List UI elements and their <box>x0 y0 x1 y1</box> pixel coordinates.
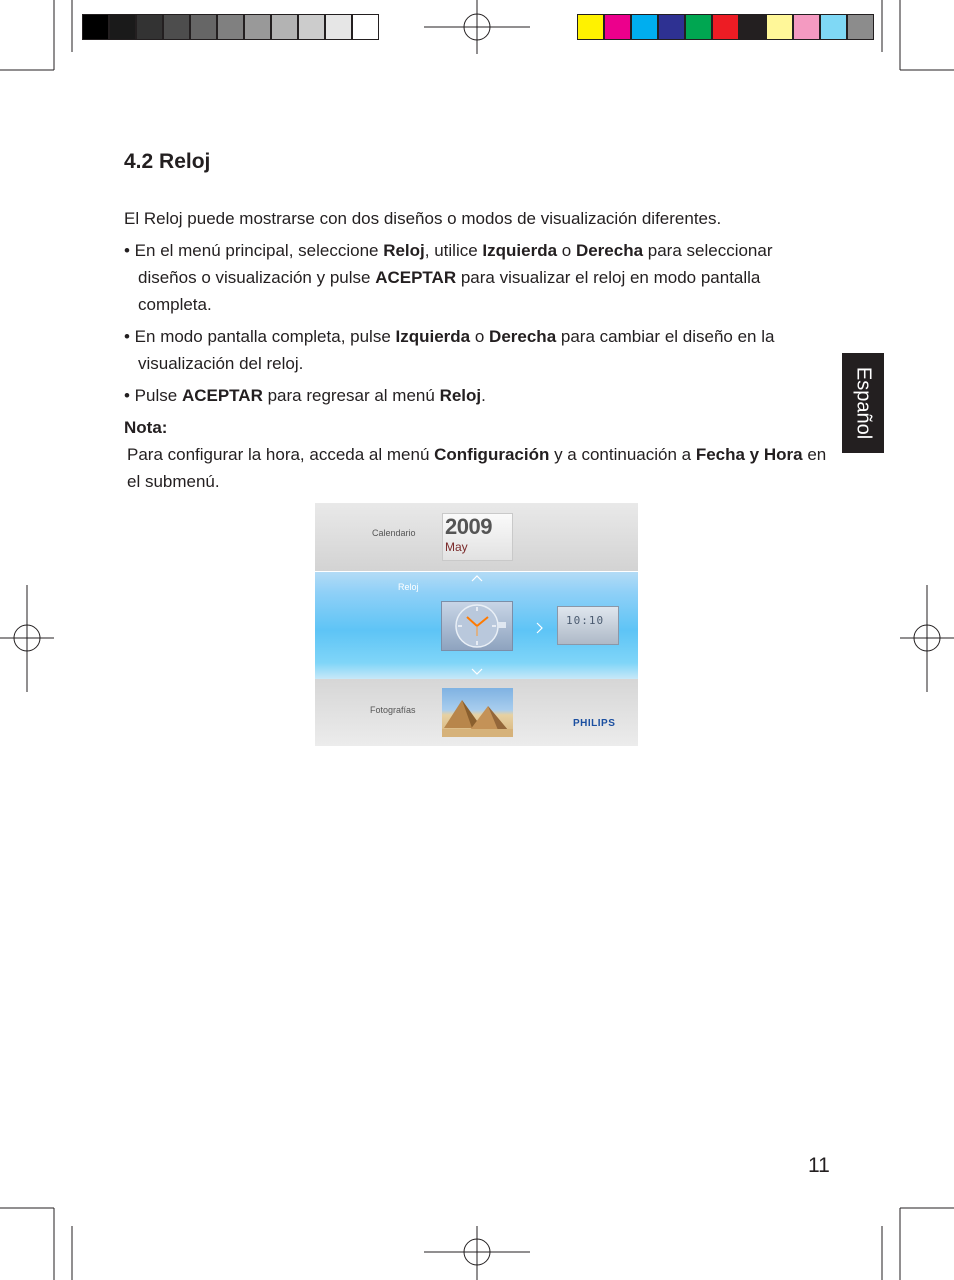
color-swatch <box>793 14 820 40</box>
color-swatch <box>325 14 352 40</box>
philips-logo: PHILIPS <box>573 718 616 729</box>
menu-row-calendar <box>315 503 638 571</box>
photos-label: Fotografías <box>370 705 416 715</box>
calendar-label: Calendario <box>372 528 416 538</box>
color-swatch <box>766 14 793 40</box>
color-swatch <box>352 14 379 40</box>
color-swatch <box>577 14 604 40</box>
bullet-main-menu: • En el menú principal, seleccione Reloj, utilice Izquierda o Derecha para seleccionar diseños o visualización y pulse ACEPTAR para visualizar el reloj en modo pantalla completa. <box>124 241 773 314</box>
page-number: 11 <box>808 1154 830 1177</box>
chevron-up-icon <box>471 574 483 582</box>
color-swatch <box>136 14 163 40</box>
color-swatch <box>658 14 685 40</box>
clock-label: Reloj <box>398 582 419 592</box>
analog-clock-thumbnail <box>441 601 513 651</box>
digital-clock-thumbnail <box>557 606 619 645</box>
color-swatch <box>739 14 766 40</box>
device-menu-screenshot <box>315 503 638 746</box>
color-swatch <box>712 14 739 40</box>
note-label: Nota: <box>124 418 168 437</box>
color-swatch <box>190 14 217 40</box>
calendar-thumbnail <box>442 513 513 561</box>
color-swatch <box>217 14 244 40</box>
calendar-month: May <box>445 540 468 554</box>
color-swatch <box>163 14 190 40</box>
color-swatch <box>631 14 658 40</box>
note-text: Para configurar la hora, acceda al menú Configuración y a continuación a Fecha y Hora en el submenú. <box>127 445 827 491</box>
color-swatch <box>604 14 631 40</box>
chevron-down-icon <box>471 668 483 676</box>
pyramids-photo <box>442 688 513 737</box>
color-swatch <box>271 14 298 40</box>
color-swatch <box>244 14 271 40</box>
language-tab <box>842 353 884 453</box>
color-swatch <box>685 14 712 40</box>
color-swatch <box>109 14 136 40</box>
analog-clock-icon <box>442 602 512 650</box>
color-swatch <box>82 14 109 40</box>
bullet-return: • Pulse ACEPTAR para regresar al menú Reloj. <box>124 386 486 405</box>
color-swatch <box>298 14 325 40</box>
color-swatch <box>820 14 847 40</box>
color-swatch <box>847 14 874 40</box>
digital-clock-time: 10:10 <box>566 614 605 627</box>
bullet-fullscreen: • En modo pantalla completa, pulse Izquierda o Derecha para cambiar el diseño en la visualización del reloj. <box>124 327 775 373</box>
intro-paragraph: El Reloj puede mostrarse con dos diseños o modos de visualización diferentes. <box>124 209 722 228</box>
chevron-right-icon <box>536 622 544 634</box>
section-heading: 4.2 Reloj <box>124 150 211 173</box>
language-tab-label: Español <box>852 366 875 440</box>
calendar-year: 2009 <box>445 514 492 539</box>
